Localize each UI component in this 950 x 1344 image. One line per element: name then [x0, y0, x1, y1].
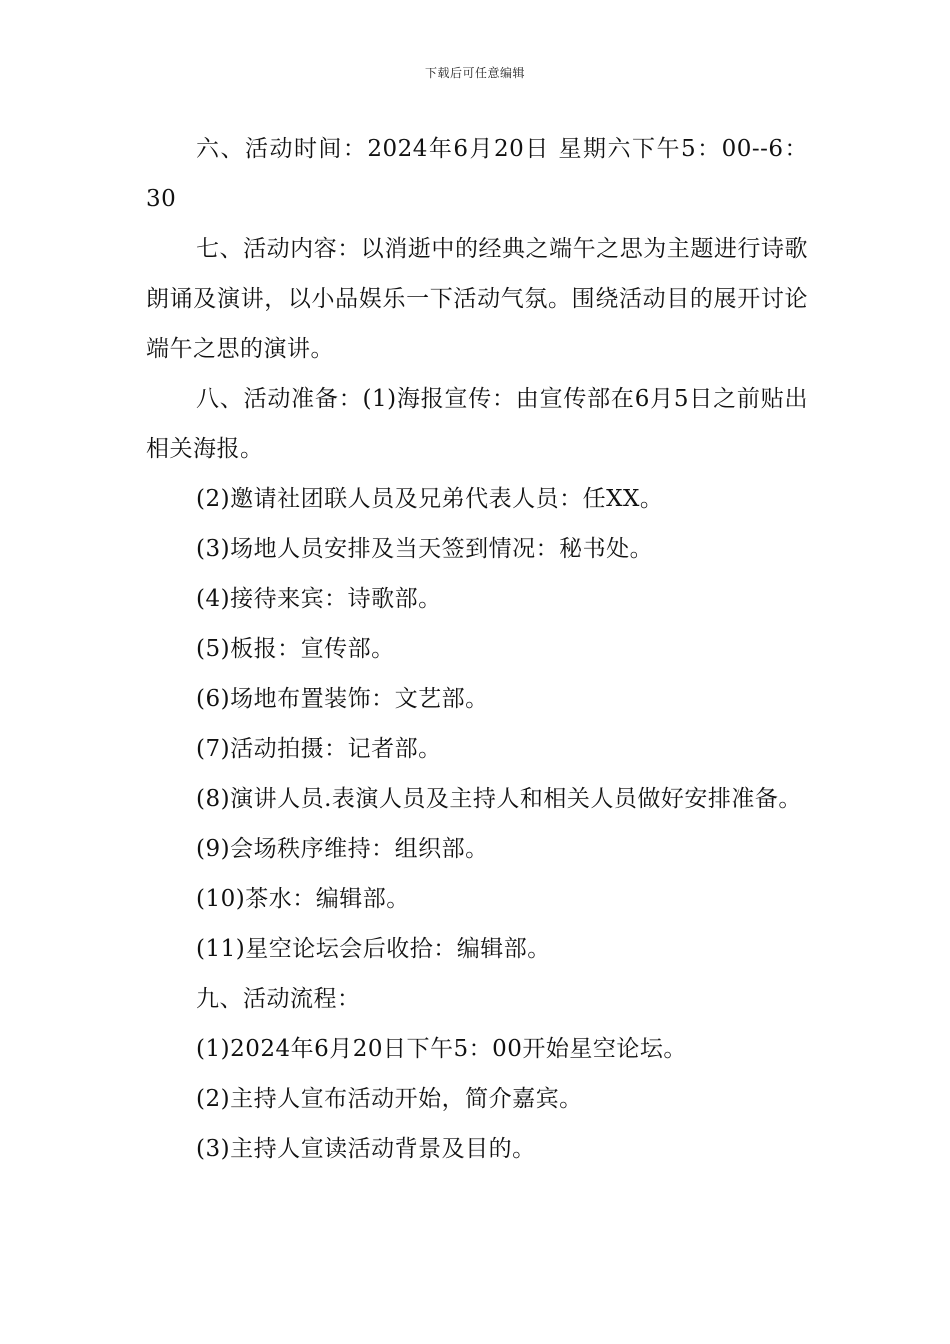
prep-item-6: (6)场地布置装饰：文艺部。: [196, 686, 489, 712]
prep-item-7: (7)活动拍摄：记者部。: [196, 736, 442, 762]
prep-item-9: (9)会场秩序维持：组织部。: [196, 836, 489, 862]
prep-item-10: (10)茶水：编辑部。: [196, 886, 410, 912]
flow-item-3: (3)主持人宣读活动背景及目的。: [196, 1136, 536, 1162]
flow-item-2: (2)主持人宣布活动开始，简介嘉宾。: [196, 1086, 583, 1112]
page-header: 下载后可任意编辑: [424, 66, 525, 80]
flow-title: 九、活动流程：: [196, 986, 361, 1012]
prep-item-5: (5)板报：宣传部。: [196, 636, 395, 662]
prep-item-3: (3)场地人员安排及当天签到情况：秘书处。: [196, 536, 654, 562]
prep-item-8: (8)演讲人员.表演人员及主持人和相关人员做好安排准备。: [196, 786, 802, 812]
paragraph-activity-preparation: 八、活动准备：(1)海报宣传：由宣传部在6月5日之前贴出相关海报。: [146, 386, 808, 462]
paragraph-activity-content: 七、活动内容：以消逝中的经典之端午之思为主题进行诗歌朗诵及演讲，以小品娱乐一下活动气氛。围绕活动目的展开讨论端午之思的演讲。: [146, 236, 808, 362]
document-body: [146, 124, 808, 1174]
prep-item-4: (4)接待来宾：诗歌部。: [196, 586, 442, 612]
paragraph-activity-time: 六、活动时间：2024年6月20日 星期六下午5：00--6：30: [146, 136, 808, 212]
prep-item-2: (2)邀请社团联人员及兄弟代表人员：任XX。: [196, 486, 664, 512]
prep-item-11: (11)星空论坛会后收拾：编辑部。: [196, 936, 551, 962]
flow-item-1: (1)2024年6月20日下午5：00开始星空论坛。: [196, 1036, 687, 1062]
